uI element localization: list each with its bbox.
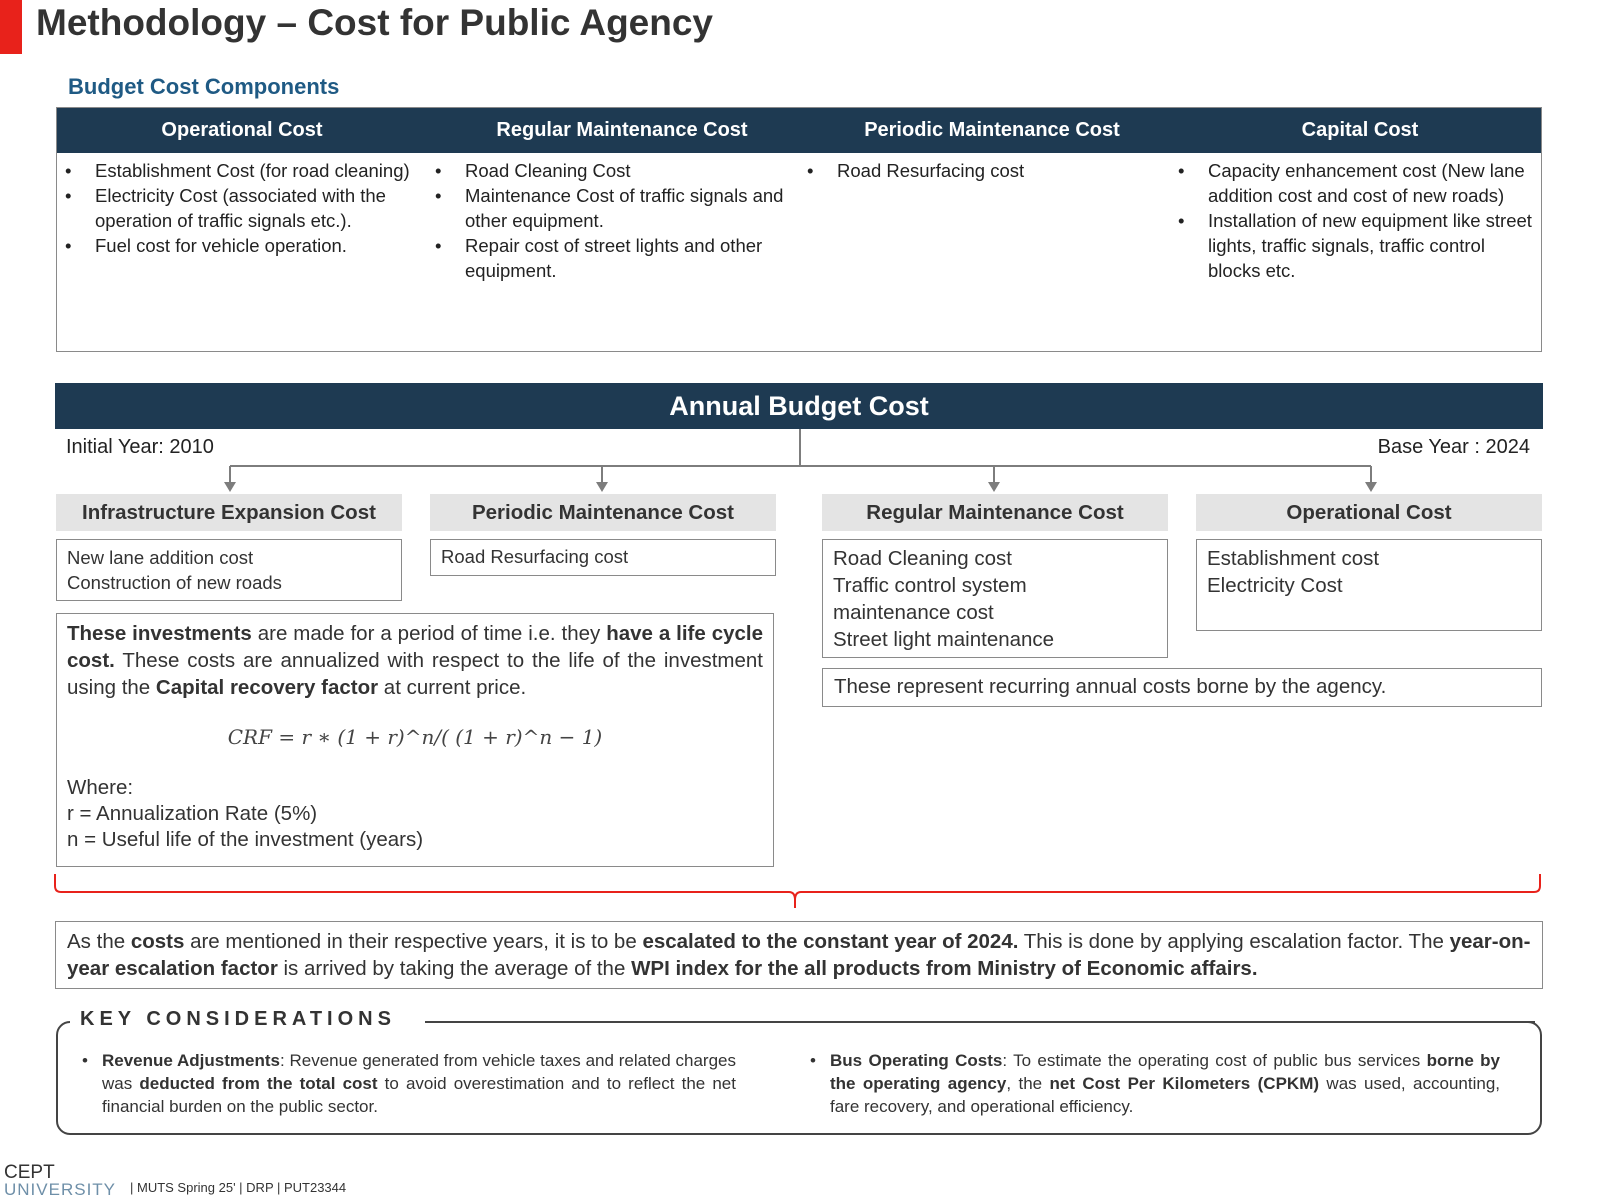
- logo-top-text: CEPT: [4, 1162, 55, 1183]
- revenue-adjustments-note: [80, 1049, 736, 1118]
- text-span: , the: [1006, 1074, 1050, 1093]
- logo-bottom-text: UNIVERSITY: [4, 1180, 117, 1199]
- header-operational-cost: Operational Cost: [161, 119, 323, 141]
- text-span: As the: [67, 930, 131, 953]
- annual-budget-header: Annual Budget Cost: [55, 383, 1543, 429]
- bold-text: net Cost Per Kilometers (CPKM): [1049, 1074, 1320, 1093]
- list-item: [808, 1049, 1500, 1118]
- box-line: Electricity Cost: [1207, 574, 1343, 597]
- periodic-maintenance-column: [799, 158, 1159, 183]
- bold-text: costs: [130, 930, 185, 953]
- list-item: • Capacity enhancement cost (New lane addition cost and cost of new roads): [1170, 158, 1538, 208]
- list-item: • Establishment Cost (for road cleaning): [57, 158, 417, 183]
- text-span: is arrived by taking the average of the: [277, 957, 632, 980]
- category-infrastructure-expansion: Infrastructure Expansion Cost: [56, 494, 402, 531]
- regular-maintenance-box: [822, 539, 1168, 658]
- box-line: New lane addition cost: [67, 547, 254, 568]
- section-subtitle: Budget Cost Components: [68, 74, 340, 99]
- category-regular-maintenance: Regular Maintenance Cost: [822, 494, 1168, 531]
- bold-text: These investments: [67, 622, 252, 645]
- text-span: This is done by applying escalation factor. The: [1018, 930, 1450, 953]
- operational-cost-column: [57, 158, 417, 258]
- text-span: : Revenue generated from vehicle taxes and related charges was: [102, 1051, 736, 1093]
- budget-components-table: [56, 107, 1542, 352]
- cept-university-logo: [4, 1164, 116, 1198]
- box-line: Road Resurfacing cost: [441, 546, 629, 567]
- list-item: • Road Resurfacing cost: [799, 158, 1159, 183]
- text-span: was used, accounting, fare recovery, and operational efficiency.: [830, 1074, 1500, 1116]
- bold-text: WPI index for the all products from Ministry of Economic affairs.: [631, 957, 1258, 980]
- bold-text: Revenue Adjustments: [102, 1051, 280, 1070]
- regular-maintenance-column: [427, 158, 787, 283]
- box-line: Establishment cost: [1207, 547, 1380, 570]
- bold-text: have a life cycle cost.: [67, 622, 764, 672]
- bold-text: year-on-year escalation factor: [67, 930, 1531, 980]
- bold-text: borne by the operating agency: [830, 1051, 1500, 1093]
- n-definition: n = Useful life of the investment (years): [67, 828, 424, 851]
- components-header-row: [57, 108, 1541, 153]
- bold-text: Bus Operating Costs: [830, 1051, 1003, 1070]
- text-span: to avoid overestimation and to reflect the net financial burden on the public sector.: [102, 1074, 736, 1116]
- investment-explanation-box: [56, 613, 774, 867]
- box-line: Street light maintenance: [833, 628, 1055, 651]
- list-item: • Installation of new equipment like street lights, traffic signals, traffic control blocks etc.: [1170, 208, 1538, 283]
- recurring-costs-note: These represent recurring annual costs borne by the agency.: [822, 668, 1542, 707]
- operational-box: [1196, 539, 1542, 631]
- list-item: • Fuel cost for vehicle operation.: [57, 233, 417, 258]
- category-periodic-maintenance: Periodic Maintenance Cost: [430, 494, 776, 531]
- list-item: • Electricity Cost (associated with the operation of traffic signals etc.).: [57, 183, 417, 233]
- header-periodic-maintenance-cost: Periodic Maintenance Cost: [864, 119, 1120, 141]
- text-span: These costs are annualized with respect to the life of the investment using the: [67, 649, 763, 699]
- where-label: Where:: [67, 776, 134, 799]
- branch-connector-lines: [0, 429, 1600, 495]
- box-line: Road Cleaning cost: [833, 547, 1012, 570]
- bus-operating-costs-note: [808, 1049, 1500, 1118]
- variable-definitions: [67, 775, 763, 853]
- header-capital-cost: Capital Cost: [1301, 119, 1419, 141]
- list-item: • Maintenance Cost of traffic signals and other equipment.: [427, 183, 787, 233]
- text-span: : To estimate the operating cost of public bus services: [1002, 1051, 1427, 1070]
- bold-text: deducted from the total cost: [139, 1074, 378, 1093]
- infrastructure-expansion-box: [56, 539, 402, 601]
- crf-formula: CRF = r ∗ (1 + r)^n/( (1 + r)^n − 1): [227, 725, 603, 749]
- base-year-label: Base Year : 2024: [1377, 436, 1530, 458]
- text-span: are mentioned in their respective years, it is to be: [184, 930, 643, 953]
- footer-course-info: | MUTS Spring 25' | DRP | PUT23344: [130, 1180, 347, 1195]
- investment-paragraph: [67, 620, 763, 701]
- box-line: Traffic control system: [833, 574, 1027, 597]
- list-item: [80, 1049, 736, 1118]
- bold-text: Capital recovery factor: [155, 676, 379, 699]
- box-line: Construction of new roads: [67, 572, 282, 593]
- category-operational: Operational Cost: [1196, 494, 1542, 531]
- bold-text: escalated to the constant year of 2024.: [642, 930, 1019, 953]
- text-span: are made for a period of time i.e. they: [251, 622, 607, 645]
- header-regular-maintenance-cost: Regular Maintenance Cost: [496, 119, 748, 141]
- text-span: at current price.: [378, 676, 527, 699]
- page-title: Methodology – Cost for Public Agency: [36, 2, 714, 43]
- r-definition: r = Annualization Rate (5%): [67, 802, 318, 825]
- escalation-note: [55, 921, 1543, 989]
- title-accent-bar: [0, 0, 22, 54]
- initial-year-label: Initial Year: 2010: [66, 436, 214, 458]
- summary-brace: [0, 870, 1600, 912]
- key-title-rule: [425, 1020, 1535, 1024]
- capital-cost-column: [1170, 158, 1538, 283]
- list-item: • Road Cleaning Cost: [427, 158, 787, 183]
- box-line: maintenance cost: [833, 601, 994, 624]
- list-item: • Repair cost of street lights and other equipment.: [427, 233, 787, 283]
- periodic-maintenance-box: [430, 539, 776, 576]
- key-considerations-title: KEY CONSIDERATIONS: [80, 1008, 396, 1030]
